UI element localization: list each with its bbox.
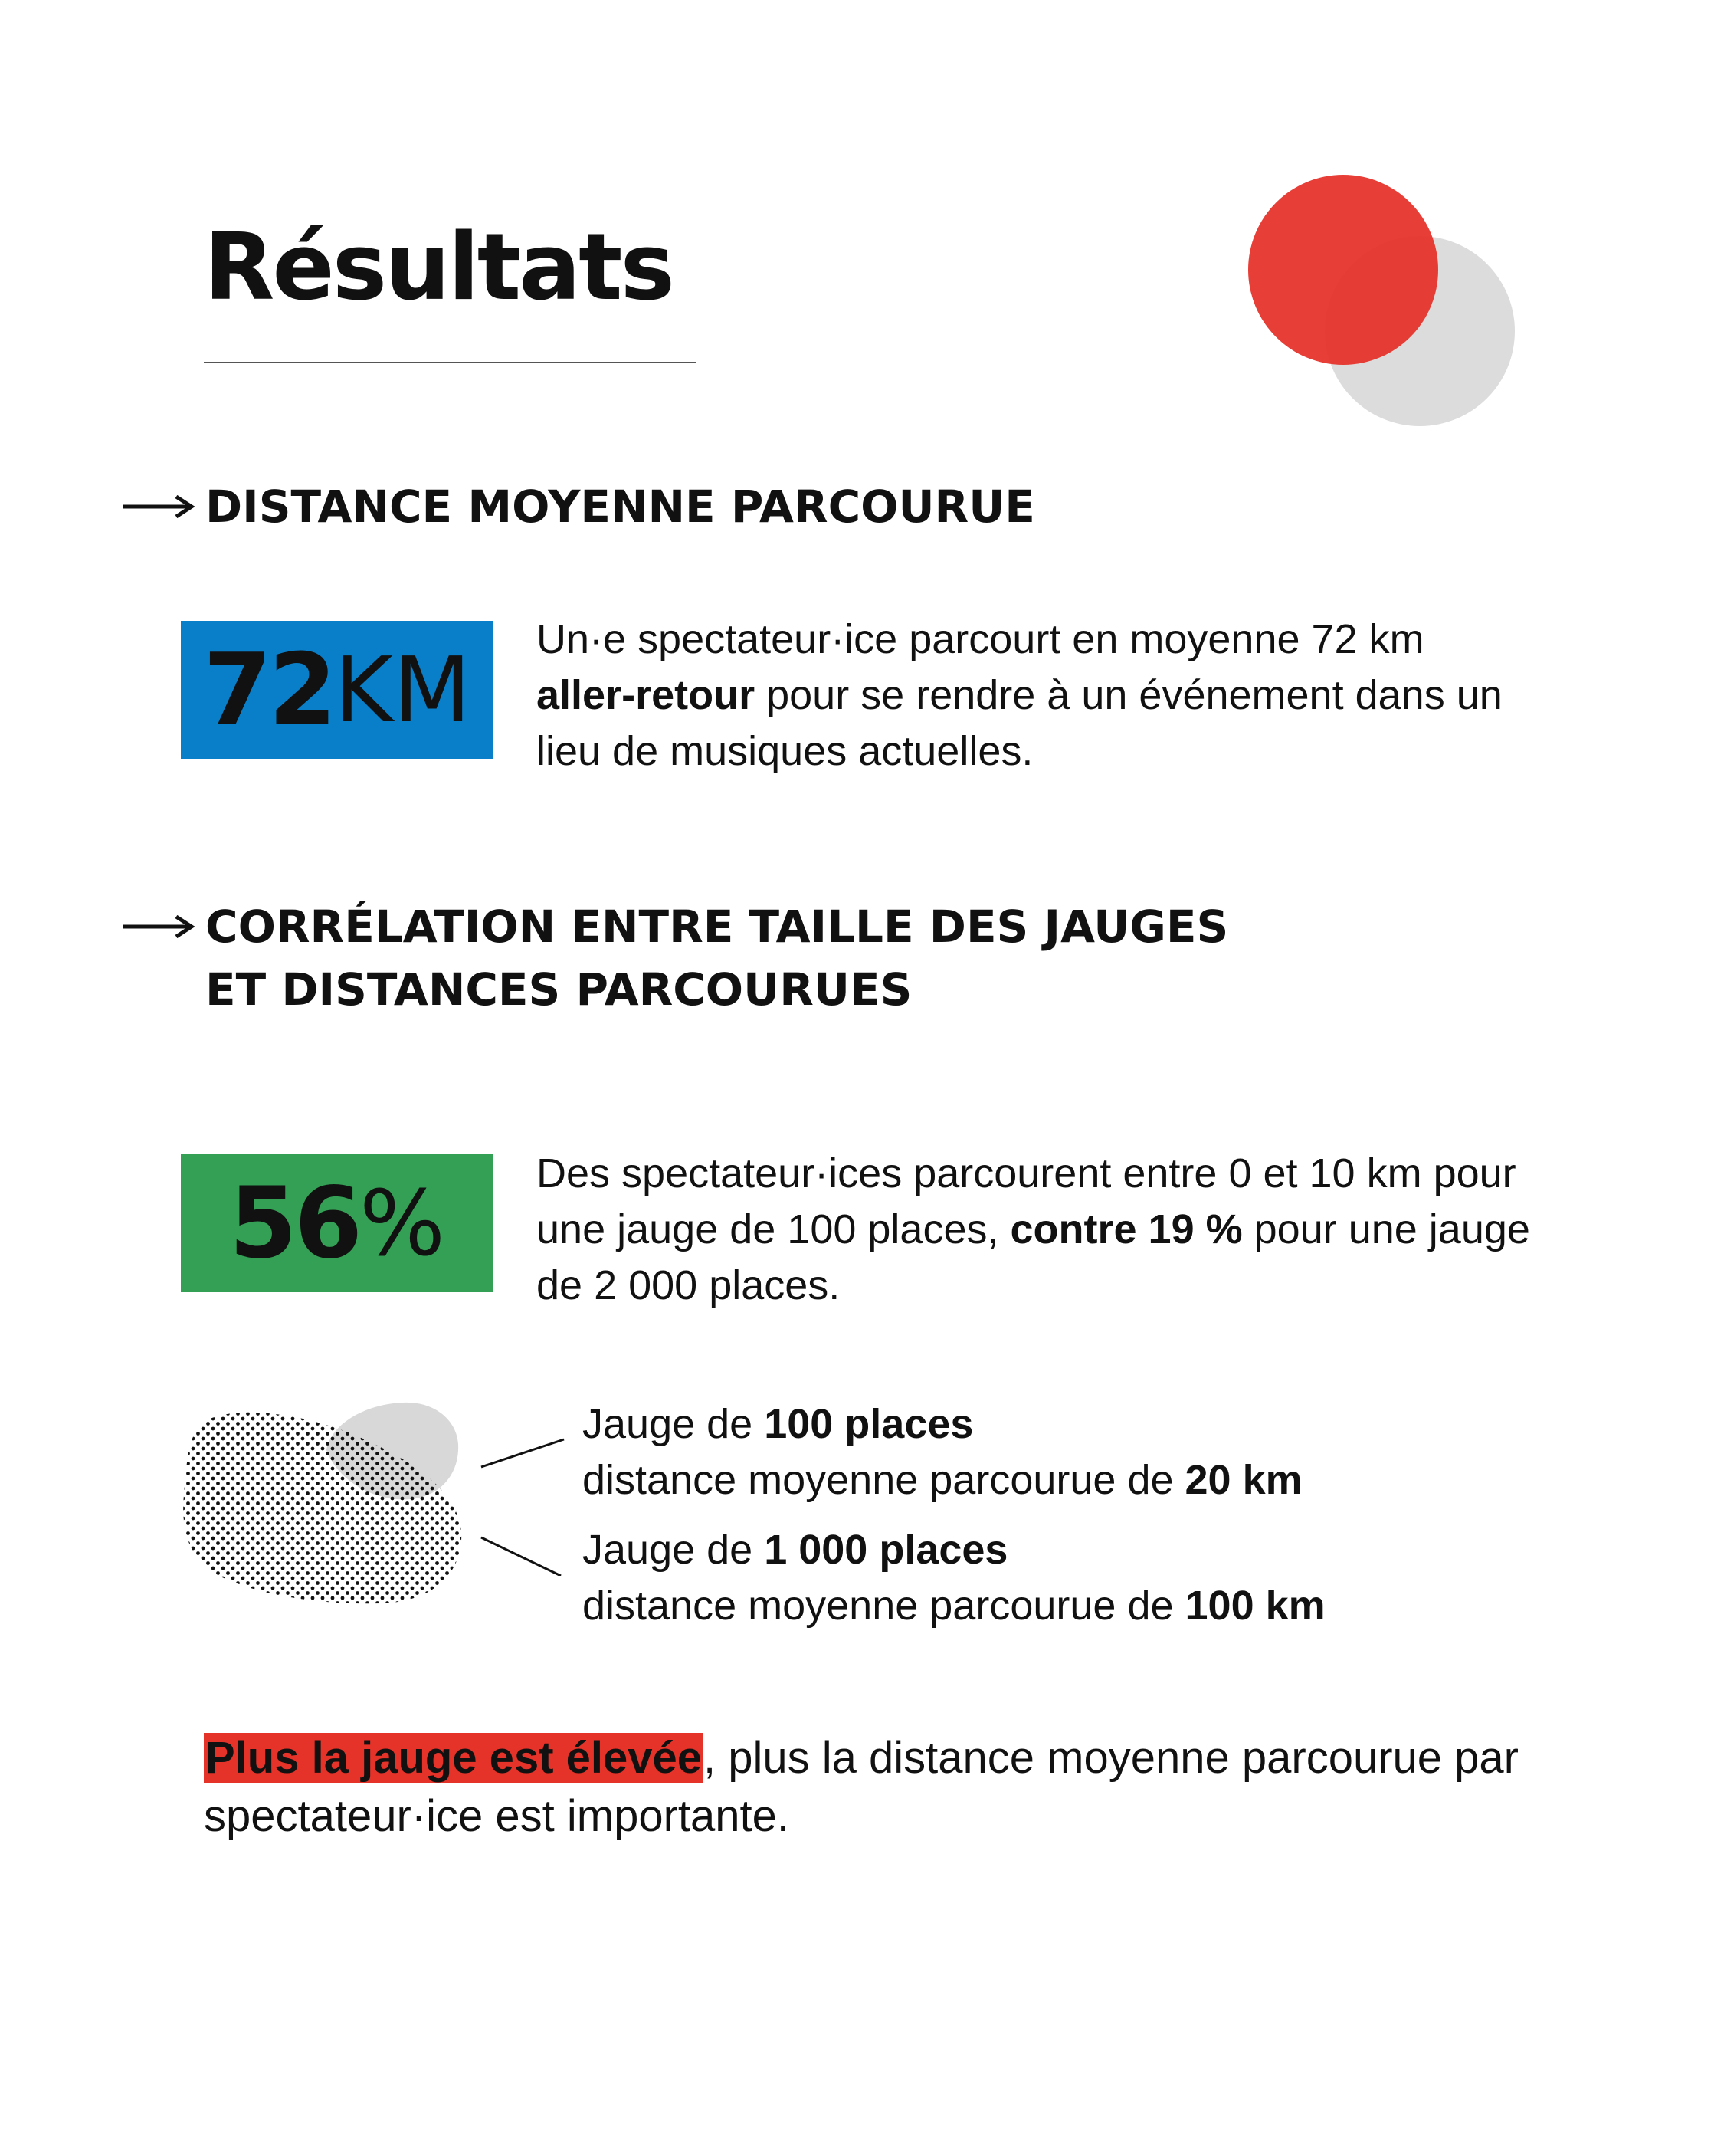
conclusion-rest: , plus la distance moyenne parcourue par spectateur·ice est importante.: [204, 1733, 1519, 1841]
capacity-blob-icon: [181, 1396, 472, 1611]
conclusion-text: [204, 1729, 1583, 1846]
legend-large-capacity: [582, 1522, 1326, 1634]
section-heading-correlation: [121, 895, 1228, 1021]
decorative-circles-icon: [1226, 161, 1532, 452]
stat-box-percentage: [181, 1154, 493, 1292]
description-text: Des spectateur·ices parcourent entre 0 et 10 km pour une jauge de 100 places,: [536, 1150, 1516, 1252]
description-bold: contre 19 %: [1010, 1206, 1243, 1252]
legend-distance-prefix: distance moyenne parcourue de: [582, 1457, 1185, 1503]
title-divider: [204, 362, 696, 363]
stat-unit: %: [359, 1170, 446, 1276]
section-heading-line2: ET DISTANCES PARCOURUES: [205, 963, 913, 1016]
correlation-description: [536, 1146, 1571, 1314]
legend-leader-lines: [467, 1423, 582, 1576]
legend-distance-prefix: distance moyenne parcourue de: [582, 1583, 1185, 1629]
description-text-end: pour se rendre à un événement dans un lieu de musiques actuelles.: [536, 672, 1503, 774]
section-heading-line1: CORRÉLATION ENTRE TAILLE DES JAUGES: [205, 901, 1229, 953]
arrow-right-icon: [121, 915, 195, 938]
legend-prefix: Jauge de: [582, 1401, 765, 1447]
legend-small-capacity: [582, 1396, 1303, 1508]
arrow-right-icon: [121, 495, 195, 518]
stat-number: 72: [203, 632, 334, 747]
conclusion-highlight: Plus la jauge est élevée: [205, 1733, 703, 1783]
description-bold: aller-retour: [536, 672, 755, 718]
section-heading-distance: [121, 475, 1035, 538]
page-title: Résultats: [204, 215, 673, 321]
stat-unit: KM: [333, 637, 471, 743]
red-circle: [1248, 175, 1438, 365]
legend-distance: 100 km: [1185, 1583, 1326, 1629]
description-text: Un·e spectateur·ice parcourt en moyenne 72 km: [536, 616, 1424, 662]
description-text-end: pour une jauge de 2 000 places.: [536, 1206, 1530, 1308]
distance-description: [536, 612, 1571, 779]
stat-box-distance: [181, 621, 493, 759]
stat-number: 56: [228, 1166, 359, 1281]
legend-distance: 20 km: [1185, 1457, 1303, 1503]
legend-capacity: 100 places: [764, 1401, 974, 1447]
legend-capacity: 1 000 places: [764, 1527, 1008, 1573]
section-heading-text: DISTANCE MOYENNE PARCOURUE: [205, 481, 1035, 533]
legend-prefix: Jauge de: [582, 1527, 765, 1573]
